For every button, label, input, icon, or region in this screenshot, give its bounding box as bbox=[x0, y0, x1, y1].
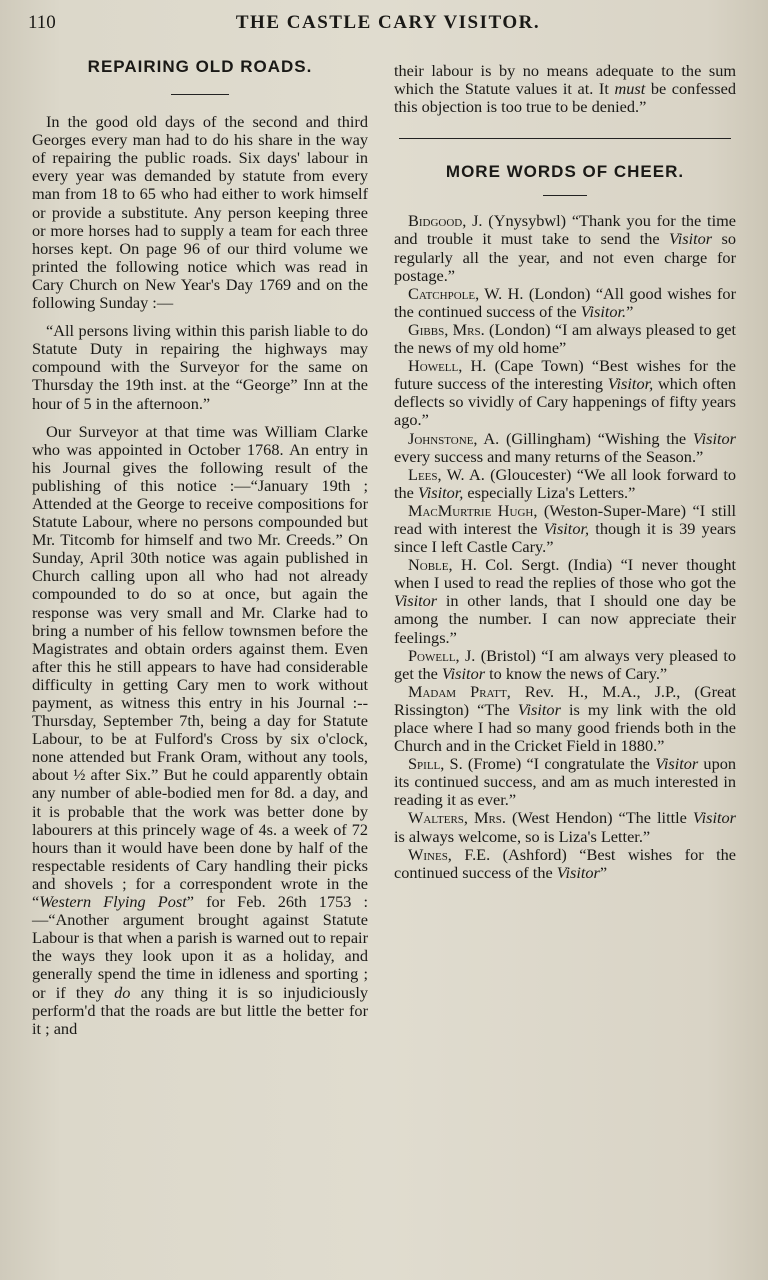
entry-emphasis: Visitor bbox=[692, 808, 736, 828]
entry-emphasis: Visitor bbox=[692, 428, 737, 448]
left-column bbox=[32, 58, 368, 1038]
entry-name: Walters, Mrs. bbox=[408, 808, 506, 828]
cheer-entry bbox=[394, 755, 736, 809]
entry-text: (Gillingham) “Wishing the bbox=[499, 428, 693, 448]
cheer-entry bbox=[394, 212, 736, 284]
paragraph-3-text-c: any thing it is so injudiciously perform'd that the roads are but little the better for it ; and bbox=[32, 982, 368, 1038]
entry-text: (West Hendon) “The little bbox=[505, 808, 693, 828]
entry-name: Powell, J. bbox=[408, 645, 476, 665]
emphasis-do: do bbox=[114, 982, 131, 1002]
entry-text: (Gloucester) “We all look forward to the bbox=[394, 464, 737, 502]
entry-tail: so regularly all the year, and not even charge for postage.” bbox=[394, 229, 736, 285]
entry-tail: especially Liza's Letters.” bbox=[463, 482, 636, 502]
entry-text: (Bristol) “I am always very pleased to get the bbox=[394, 645, 737, 683]
article-paragraph-1: In the good old days of the second and third Georges every man had to do his share in the way of repairing the public roads. Six days' labour in every year was demanded by statute from every man from 18 to 65 who had either to work himself or provide a substitute. Any person keeping three or more horses had to supply a team for each three horses kept. On page 96 of our third volume we printed the following notice which was read in Cary Church on New Year's Day 1769 and on the following Sunday :— bbox=[32, 112, 368, 313]
entry-emphasis: Visitor. bbox=[580, 301, 627, 321]
entry-emphasis: Visitor bbox=[394, 591, 438, 611]
entry-tail: every success and many returns of the Season.” bbox=[394, 446, 704, 466]
article-quote-notice: “All persons living within this parish liable to do Statute Duty in repairing the highways may compound with the Surveyor for the same on Thursday the 19th inst. at the “George” Inn at the hour of 5 in the afternoon.” bbox=[32, 321, 368, 413]
entry-tail: to know the news of Cary.” bbox=[485, 663, 668, 683]
section-divider bbox=[399, 138, 731, 139]
cheer-entries-list bbox=[394, 212, 736, 881]
entry-emphasis: Visitor, bbox=[607, 374, 654, 394]
entry-text: (London) “All good wishes for the continued success of the bbox=[394, 283, 736, 321]
cheer-entry bbox=[394, 809, 736, 845]
entry-name: Madam Pratt, bbox=[408, 681, 511, 701]
cheer-entry bbox=[394, 321, 736, 357]
page-header bbox=[28, 12, 748, 40]
paragraph-3-text-a: Our Surveyor at that time was William Clarke who was appointed in October 1768. An entry in his Journal gives the following result of the publishing of this notice :—“January 19th ; Attended at the George to receive compositions for Statute Labour, where no persons compounded but Mr. Titcomb for himself and two Mr. Creeds.” On Sunday, April 30th notice was again published in Church calling upon all who had not already compounded to do so at once, but again the response was very small and Mr. Clarke had to bring a number of his fellow townsmen before the Magistrates and obtain orders against them. Even after this he still appears to have had considerable difficulty in getting Cary men to work without payment, as witness this entry in his Journal :--Thursday, September 7th, being a day for Statute Labour, to be at Fulford's Cross by six o'clock, none attended but Frank Oram, without any tools, about ½ after Six.” But he could apparently obtain any number of able-bodied men for 8d. a day, and it is probable that the work was better done by labourers at this princely wage of 4s. a week of 72 hours than it would have been done by half of the respectable residents of Cary handling their picks and shovels ; for a correspondent wrote in the “ bbox=[32, 421, 368, 912]
entry-name: Lees, W. A. bbox=[408, 464, 485, 484]
entry-tail: ” bbox=[599, 862, 608, 882]
entry-name: Noble, H. bbox=[408, 555, 477, 575]
article-continuation bbox=[394, 62, 736, 116]
entry-emphasis: Visitor, bbox=[543, 518, 590, 538]
running-title: THE CASTLE CARY VISITOR. bbox=[235, 12, 541, 33]
entry-tail: in other lands, that I should one day be among the number. I can now appreciate their feelings.” bbox=[394, 591, 736, 647]
entry-name: MacMurtrie Hugh, bbox=[408, 500, 538, 520]
paragraph-3-text-b: ” for Feb. 26th 1753 :—“Another argument brought against Statute Labour is that when a parish is warned out to repair the ways they look upon it as a holiday, and generally spend the time in idleness and sporting ; or if they bbox=[32, 892, 368, 1002]
entry-text: (Ynysybwl) “Thank you for the time and trouble it must take to send the bbox=[394, 211, 736, 249]
entry-name: Howell, H. bbox=[408, 356, 487, 376]
entry-tail: is always welcome, so is Liza's Letter.” bbox=[394, 826, 651, 846]
entry-name: Gibbs, Mrs. bbox=[408, 319, 485, 339]
entry-emphasis: Visitor bbox=[441, 663, 486, 683]
entry-emphasis: Visitor, bbox=[417, 482, 464, 502]
cheer-entry bbox=[394, 647, 736, 683]
cheer-entry bbox=[394, 556, 736, 646]
title-divider-2 bbox=[543, 195, 587, 196]
cheer-entry bbox=[394, 357, 736, 429]
entry-text: (Frome) “I congratulate the bbox=[462, 754, 656, 774]
entry-emphasis: Visitor bbox=[556, 862, 600, 882]
entry-name: Spill, S. bbox=[408, 754, 463, 774]
entry-name: Wines, F.E. bbox=[408, 844, 491, 864]
entry-tail: though it is 39 years since I left Castle Cary.” bbox=[394, 518, 736, 557]
newspaper-title: Western Flying Post bbox=[39, 892, 187, 912]
article-title-repairing-old-roads: REPAIRING OLD ROADS. bbox=[87, 57, 313, 76]
continuation-text-b: be confessed this objection is too true to be denied.” bbox=[394, 79, 737, 117]
title-divider bbox=[171, 94, 229, 95]
article-title-more-words-of-cheer: MORE WORDS OF CHEER. bbox=[445, 162, 685, 182]
entry-tail: which often deflects so vividly of Cary happenings of fifty years ago.” bbox=[394, 374, 736, 430]
continuation-text-a: their labour is by no means adequate to the sum which the Statute values it at. It bbox=[394, 61, 736, 99]
page-number: 110 bbox=[28, 12, 56, 33]
entry-text: Rev. H., M.A., J.P., (Great Rissington) “The bbox=[394, 681, 736, 719]
entry-text: (Ashford) “Best wishes for the continued success of the bbox=[394, 844, 736, 882]
entry-text: (Weston-Super-Mare) “I still read with interest the bbox=[394, 500, 736, 538]
cheer-entry bbox=[394, 430, 736, 466]
entry-emphasis: Visitor bbox=[668, 229, 713, 249]
entry-tail: ” bbox=[626, 301, 634, 321]
cheer-entry bbox=[394, 502, 736, 556]
entry-name: Catchpole, W. H. bbox=[408, 283, 524, 303]
entry-name: Bidgood, J. bbox=[408, 211, 483, 231]
cheer-entry bbox=[394, 466, 736, 502]
cheer-entry bbox=[394, 846, 736, 882]
cheer-entry bbox=[394, 683, 736, 755]
entry-emphasis: Visitor bbox=[517, 699, 561, 719]
entry-text: Col. Sergt. (India) “I never thought when I used to read the replies of those who got the bbox=[394, 555, 736, 593]
article-paragraph-3 bbox=[32, 423, 368, 1038]
entry-tail: is my link with the old place where I had so many good friends both in the Church and in the Cricket Field in 1880.” bbox=[394, 699, 736, 756]
entry-tail: upon its continued success, and am as much interested in reading it as ever.” bbox=[394, 754, 736, 810]
entry-text: (London) “I am always pleased to get the news of my old home” bbox=[394, 319, 736, 358]
entry-name: Johnstone, A. bbox=[408, 428, 500, 448]
entry-text: (Cape Town) “Best wishes for the future success of the interesting bbox=[394, 356, 736, 394]
cheer-entry bbox=[394, 285, 736, 321]
right-column bbox=[394, 62, 736, 882]
emphasis-must: must bbox=[614, 79, 646, 99]
entry-emphasis: Visitor bbox=[655, 754, 699, 774]
